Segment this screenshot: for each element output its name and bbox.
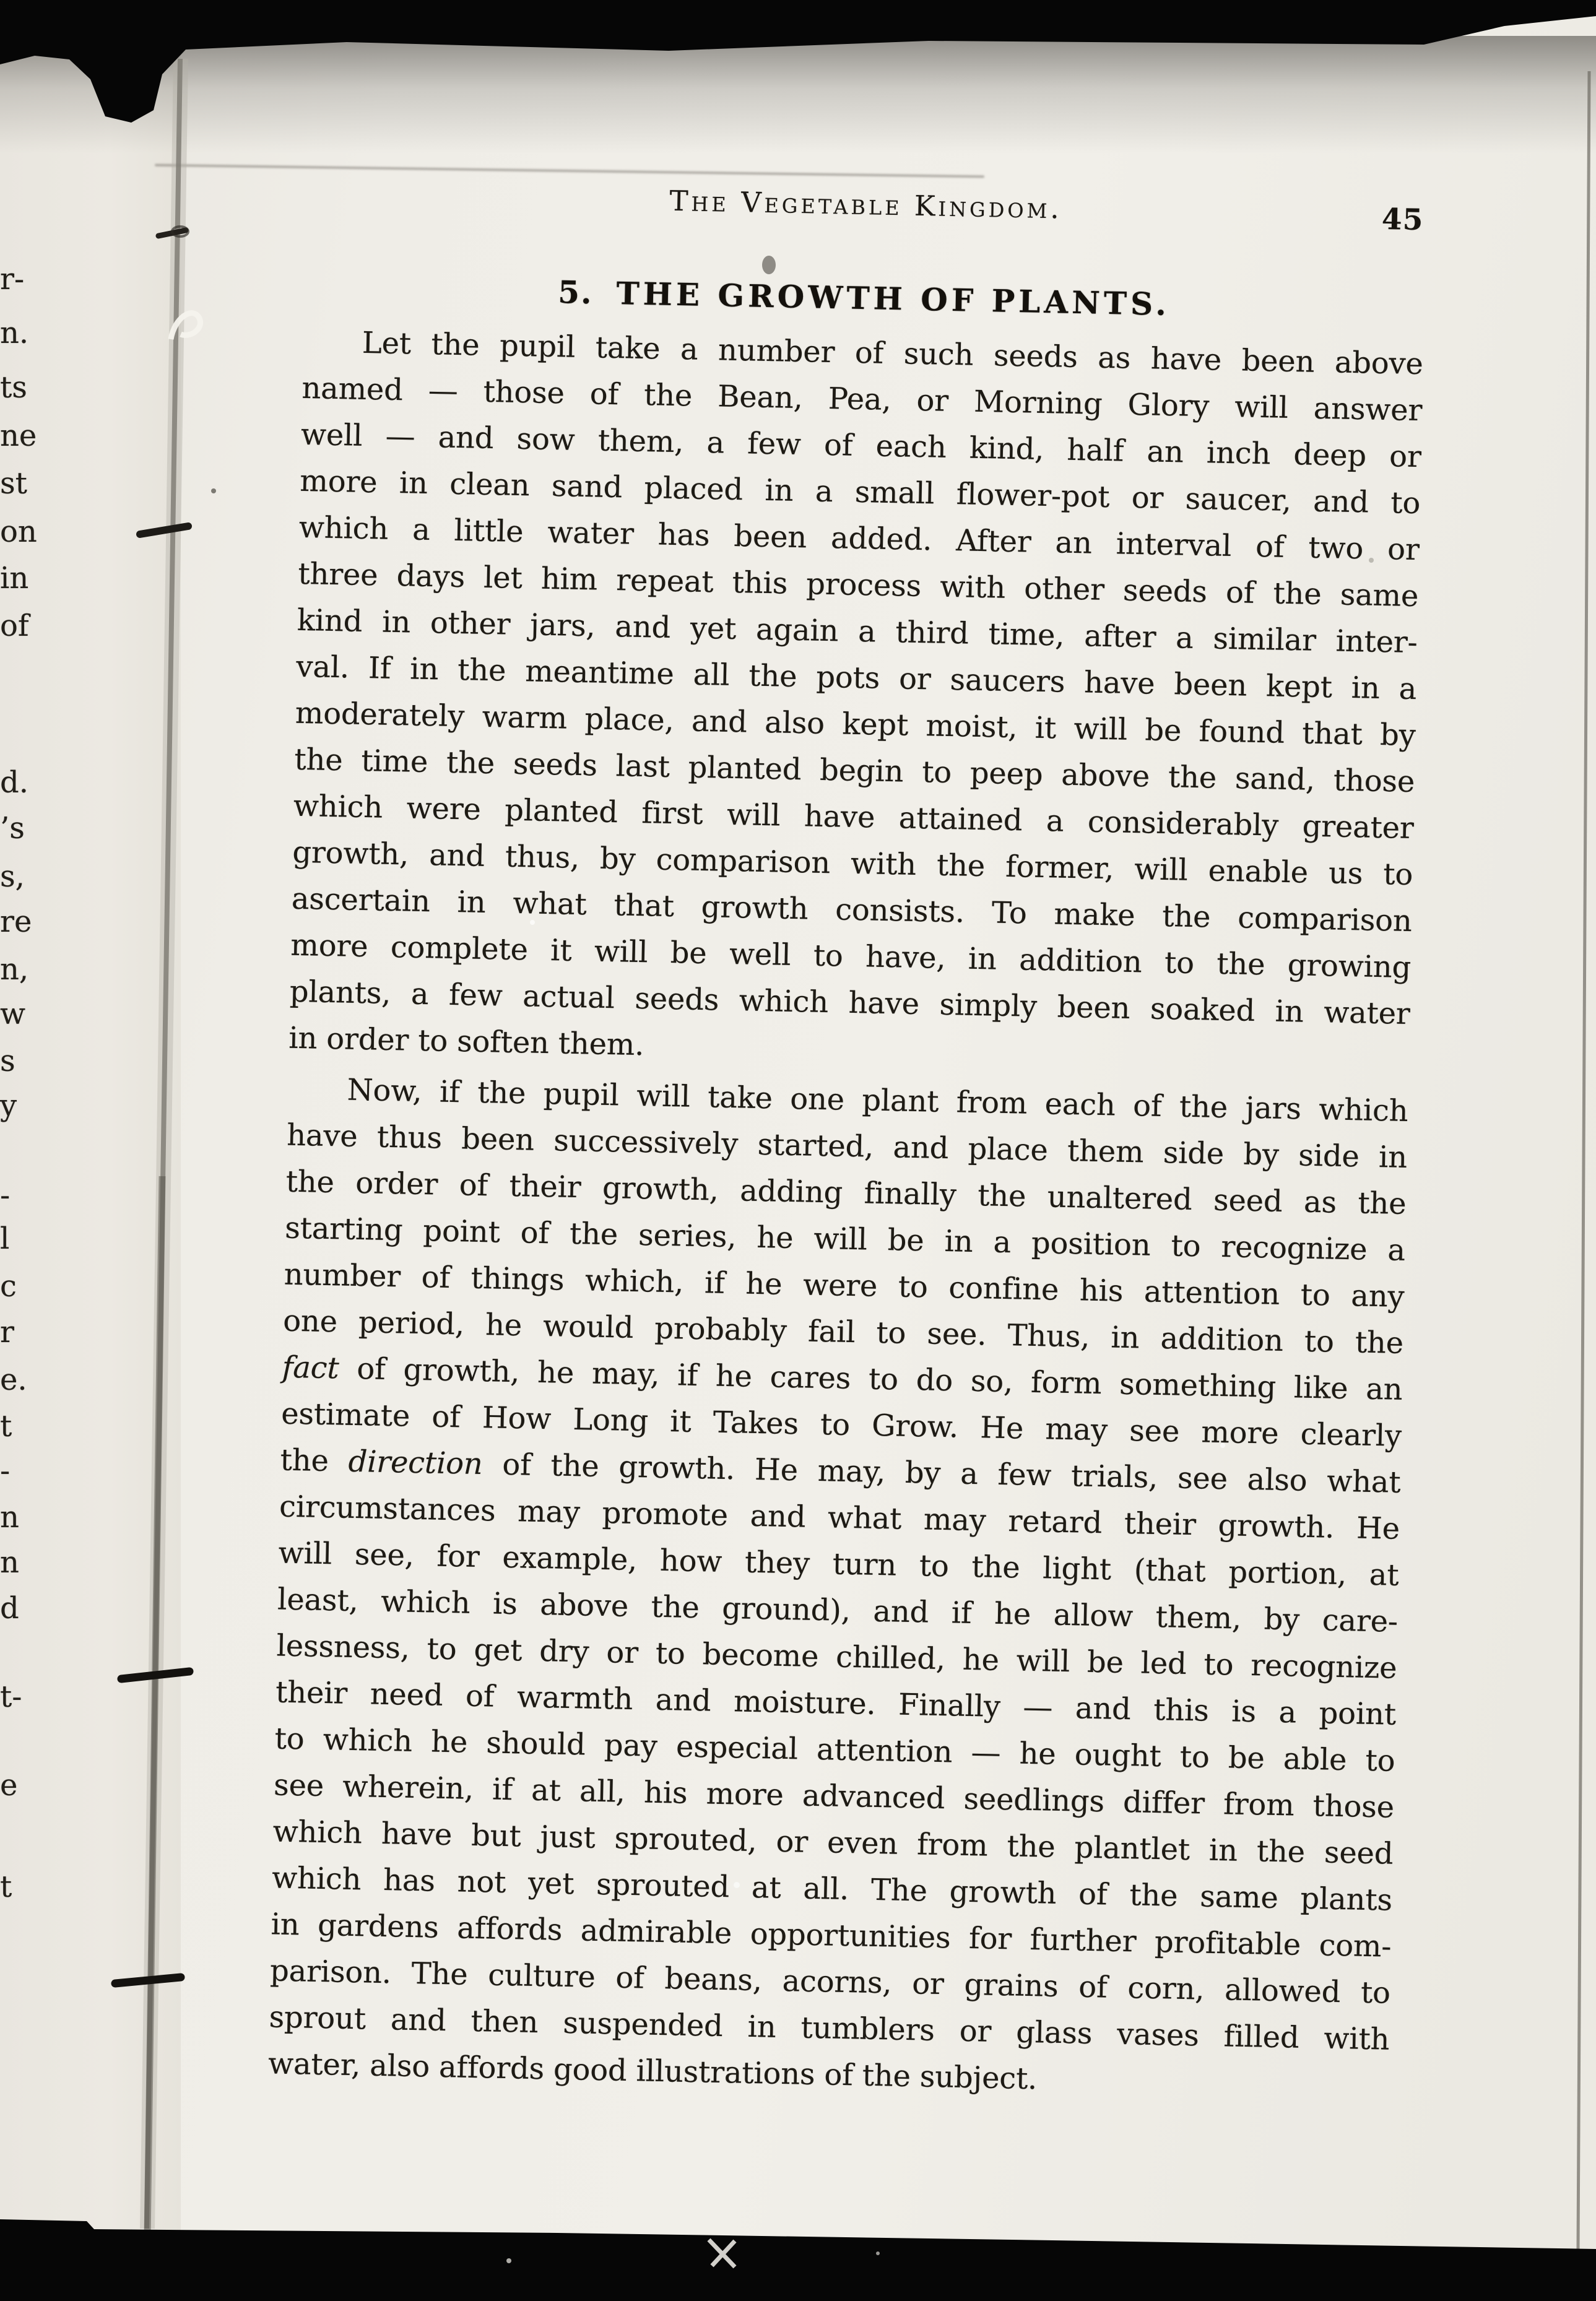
facing-page-text-fragment: ’s bbox=[0, 811, 25, 846]
facing-page-text-fragment: e bbox=[0, 1768, 18, 1803]
facing-page-text-fragment: st bbox=[0, 466, 27, 501]
text-line: moderately warm place, and also kept moist, it will be found that by bbox=[295, 695, 1416, 753]
facing-page-text-fragment: re bbox=[0, 904, 32, 939]
text-line: well — and sow them, a few of each kind, half an inch deep or bbox=[300, 417, 1422, 475]
facing-page-text-fragment: y bbox=[0, 1088, 17, 1123]
facing-page-text-fragment: s bbox=[0, 1044, 15, 1078]
text-line: ascertain in what that growth consists. To make the comparison bbox=[291, 881, 1413, 939]
text-line: kind in other jars, and yet again a third time, after a similar inter- bbox=[297, 602, 1418, 661]
facing-page-text-fragment: n. bbox=[0, 316, 29, 350]
facing-page-text-fragment: ts bbox=[0, 370, 27, 405]
text-line: parison. The culture of beans, acorns, or grains of corn, allowed to bbox=[269, 1953, 1391, 2011]
facing-page-text-fragment: w bbox=[0, 997, 26, 1031]
white-x-mark bbox=[709, 2240, 735, 2267]
facing-page-text-fragment: - bbox=[0, 1178, 11, 1213]
text-line: lessness, to get dry or to become chilled, he will be led to recognize bbox=[276, 1628, 1397, 1686]
paper-speck bbox=[506, 2258, 511, 2263]
facing-page-text-fragment: t bbox=[0, 1870, 12, 1904]
facing-page-text-fragment: of bbox=[0, 609, 29, 643]
text-line: circumstances may promote and what may retard their growth. He bbox=[279, 1489, 1400, 1546]
facing-page-text-fragment: e. bbox=[0, 1363, 27, 1397]
text-line: will see, for example, how they turn to the light (that portion, at bbox=[278, 1535, 1399, 1593]
text-line: their need of warmth and moisture. Finally — and this is a point bbox=[275, 1675, 1397, 1732]
text-line: least, which is above the ground), and if he allow them, by care- bbox=[277, 1582, 1399, 1639]
facing-page-text-fragment: - bbox=[0, 1454, 11, 1488]
text-line: three days let him repeat this process with other seeds of the same bbox=[297, 556, 1419, 614]
text-line: which were planted first will have attained a considerably greater bbox=[293, 788, 1415, 846]
facing-page-text-fragment: in bbox=[0, 561, 29, 596]
text-line: one period, he would probably fail to see. Thus, in addition to the bbox=[282, 1303, 1404, 1361]
text-line: see wherein, if at all, his more advanced seedlings differ from those bbox=[273, 1767, 1395, 1825]
text-line: the order of their growth, adding finally the unaltered seed as the bbox=[285, 1164, 1407, 1221]
facing-page-text-fragment: d bbox=[0, 1591, 19, 1626]
facing-page-text-fragment: t bbox=[0, 1409, 12, 1444]
facing-page-text-fragment: l bbox=[0, 1221, 10, 1256]
italic-text: direction bbox=[348, 1444, 484, 1482]
facing-page-text-fragment: ne bbox=[0, 418, 37, 453]
facing-page-text-fragment: on bbox=[0, 514, 37, 549]
italic-text: fact bbox=[282, 1350, 340, 1386]
text-line: growth, and thus, by comparison with the former, will enable us to bbox=[292, 834, 1413, 893]
text-line: plants, a few actual seeds which have simply been soaked in water bbox=[289, 974, 1411, 1032]
text-line: more in clean sand placed in a small flower-pot or saucer, and to bbox=[299, 463, 1421, 521]
text-line: water, also affords good illustrations of the subject. bbox=[267, 2046, 1038, 2097]
section-title: THE GROWTH OF PLANTS. bbox=[615, 275, 1171, 323]
text-line: sprout and then suspended in tumblers or glass vases filled with bbox=[269, 2000, 1390, 2057]
text-line: more complete it will be well to have, in addition to the growing bbox=[290, 927, 1412, 986]
text-line: in gardens affords admirable opportunities for further profitable com- bbox=[271, 1907, 1392, 1964]
text-line: named — those of the Bean, Pea, or Morning Glory will answer bbox=[301, 370, 1423, 428]
text-line: which have but just sprouted, or even from the plantlet in the seed bbox=[272, 1814, 1394, 1871]
text-line: Let the pupil take a number of such seeds as have been above bbox=[362, 325, 1424, 382]
text-line: in order to soften them. bbox=[288, 1020, 644, 1063]
text-line: which has not yet sprouted at all. The growth of the same plants bbox=[271, 1860, 1393, 1918]
facing-page-text-fragment: s, bbox=[0, 859, 25, 894]
running-header-title: The Vegetable Kingdom. bbox=[669, 184, 1063, 225]
text-segment: the bbox=[280, 1442, 349, 1479]
text-line: which a little water has been added. After an interval of two or bbox=[298, 509, 1420, 568]
facing-page-text-fragment: c bbox=[0, 1269, 17, 1304]
text-line: val. If in the meantime all the pots or saucers have been kept in a bbox=[295, 649, 1417, 707]
text-segment: of the growth. He may, by a few trials, see also what bbox=[482, 1447, 1401, 1500]
section-number: 5. bbox=[557, 274, 594, 311]
text-segment: of growth, he may, if he cares to do so, form something like an bbox=[338, 1351, 1403, 1407]
paper-speck bbox=[876, 2251, 880, 2255]
text-line: number of things which, if he were to confine his attention to any bbox=[284, 1257, 1405, 1314]
facing-page-text-fragment: n bbox=[0, 1545, 19, 1580]
facing-page-text-fragment: r- bbox=[0, 262, 25, 297]
text-line: to which he should pay especial attention — he ought to be able to bbox=[274, 1721, 1395, 1779]
facing-page-text-fragment: n, bbox=[0, 952, 29, 987]
text-line: the time the seeds last planted begin to peep above the sand, those bbox=[293, 742, 1415, 800]
text-line: starting point of the series, he will be in a position to recognize a bbox=[284, 1210, 1406, 1268]
facing-page-text-fragment: n bbox=[0, 1500, 19, 1535]
facing-page-text-fragment: r bbox=[0, 1315, 14, 1350]
facing-page-text-fragment: t- bbox=[0, 1679, 22, 1714]
page-number: 45 bbox=[1381, 202, 1424, 238]
text-line: have thus been successively started, and place them side by side in bbox=[286, 1117, 1408, 1175]
text-line: Now, if the pupil will take one plant from each of the jars which bbox=[347, 1072, 1408, 1129]
text-line: estimate of How Long it Takes to Grow. He may see more clearly bbox=[280, 1396, 1402, 1454]
facing-page-text-fragment: d. bbox=[0, 765, 28, 800]
